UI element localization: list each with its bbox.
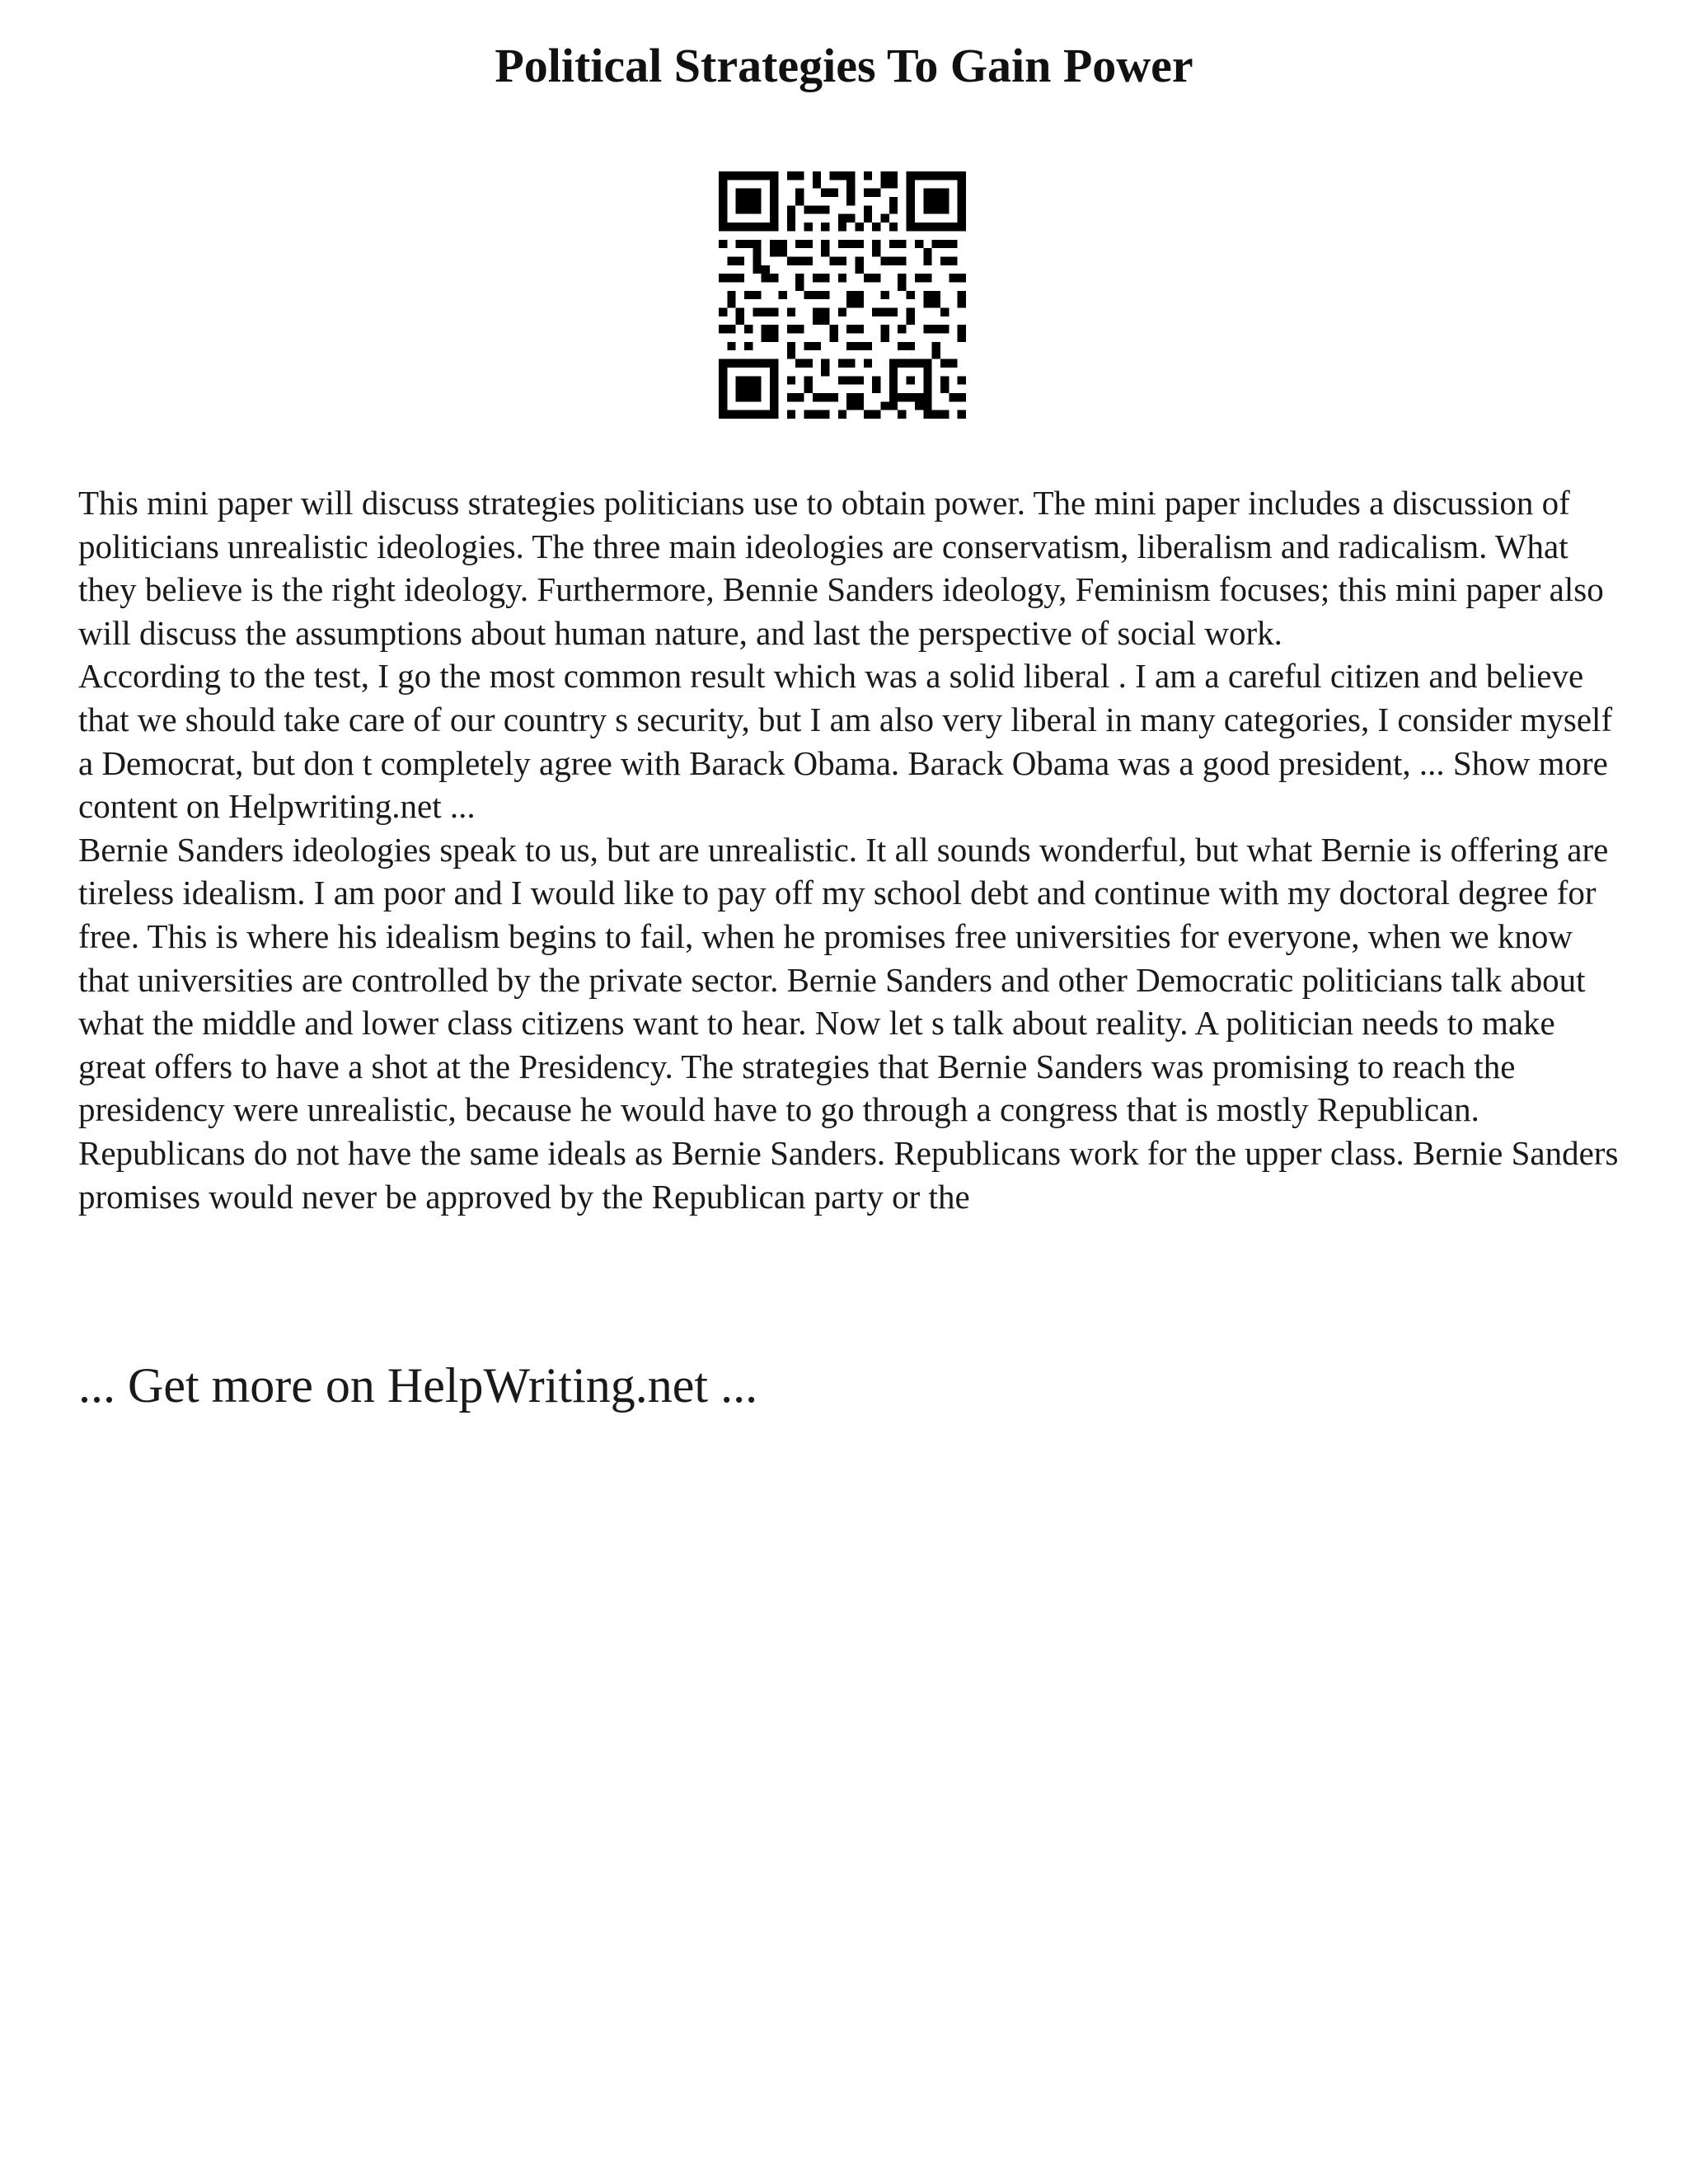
document-body [78, 481, 1620, 1218]
document-title: Political Strategies To Gain Power [495, 39, 1193, 92]
paragraph-bernie-sanders: Bernie Sanders ideologies speak to us, but are unrealistic. It all sounds wonderful, but what Bernie is offering are tireless idealism. I am poor and I would like to pay off my school debt and continue with my doctoral degree for free. This is where his idealism begins to fail, when he promises free universities for everyone, when we know that universities are controlled by the private sector. Bernie Sanders and other Democratic politicians talk about what the middle and lower class citizens want to hear. Now let s talk about reality. A politician needs to make great offers to have a shot at the Presidency. The strategies that Bernie Sanders was promising to reach the presidency were unrealistic, because he would have to go through a congress that is mostly Republican. Republicans do not have the same ideals as Bernie Sanders. Republicans work for the upper class. Bernie Sanders promises would never be approved by the Republican party or the [78, 830, 1619, 1216]
get-more-link[interactable]: ... Get more on HelpWriting.net ... [78, 1358, 758, 1413]
paragraph-test-result: According to the test, I go the most common result which was a solid liberal . I am a careful citizen and believe that we should take care of our country s security, but I am also very liberal in many categories, I consider myself a Democrat, but don t completely agree with Barack Obama. Barack Obama was a good president, ... Show more content on Helpwriting.net ... [78, 657, 1613, 826]
qr-code-icon[interactable] [719, 171, 966, 419]
qr-code-graphic [719, 171, 966, 419]
paragraph-intro: This mini paper will discuss strategies politicians use to obtain power. The mini paper includes a discussion of politicians unrealistic ideologies. The three main ideologies are conservatism, liberalism and radicalism. What they believe is the right ideology. Furthermore, Bennie Sanders ideology, Feminism focuses; this mini paper also will discuss the assumptions about human nature, and last the perspective of social work. [78, 484, 1604, 652]
